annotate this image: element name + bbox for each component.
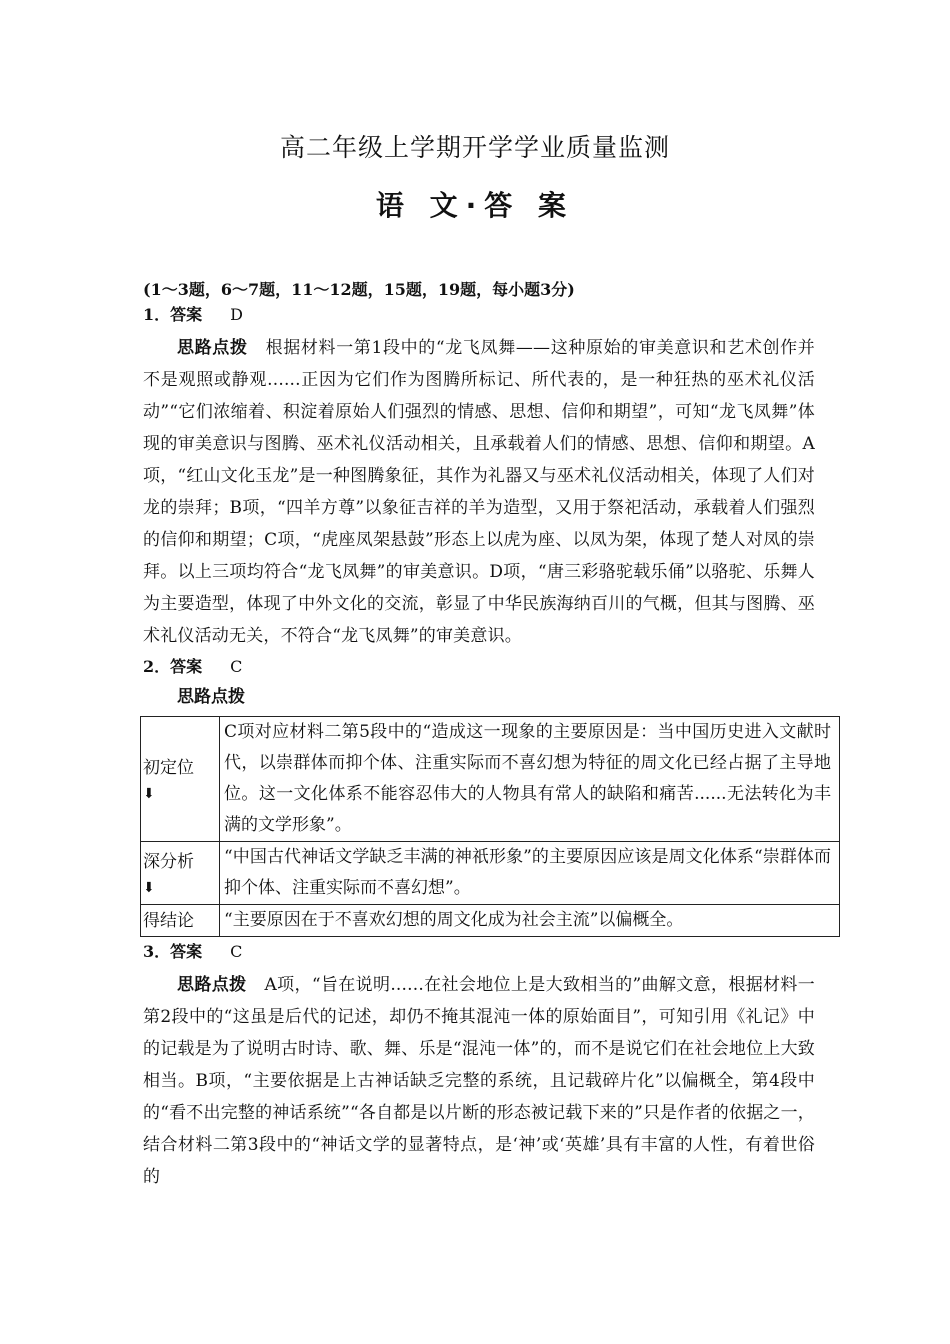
answer-label: 答案 [170, 942, 203, 961]
question-1-answer-line [143, 302, 815, 328]
document-title: 高二年级上学期开学学业质量监测 [279, 133, 670, 162]
answer-label: 答案 [170, 657, 203, 676]
question-2-answer-line [143, 654, 815, 680]
hint-text: 根据材料一第1段中的“龙飞凤舞——这种原始的审美意识和艺术创作并不是观照或静观......正因为它们作为图腾所标记、所代表的，是一种狂热的巫术礼仪活动”“它们浓缩着、积淀着原始人们强烈的情感、思想、信仰和期望”，可知“龙飞凤舞”体现的审美意识与图腾、巫术礼仪活动相关，且承载着人们的情感、思想、信仰和期望。A项，“红山文化玉龙”是一种图腾象征，其作为礼器又与巫术礼仪活动相关，体现了人们对龙的崇拜；B项，“四羊方尊”以象征吉祥的羊为造型，又用于祭祀活动，承载着人们强烈的信仰和期望；C项，“虎座凤架悬鼓”形态上以虎为座、以凤为架，体现了楚人对凤的崇拜。以上三项均符合“龙飞凤舞”的审美意识。D项，“唐三彩骆驼载乐俑”以骆驼、乐舞人为主要造型，体现了中外文化的交流，彰显了中华民族海纳百川的气概，但其与图腾、巫术礼仪活动无关，不符合“龙飞凤舞”的审美意识。 [143, 338, 815, 646]
answer-value: C [230, 942, 243, 961]
row-text: “主要原因在于不喜欢幻想的周文化成为社会主流”以偏概全。 [220, 905, 840, 937]
row-text: C项对应材料二第5段中的“造成这一现象的主要原因是：当中国历史进入文献时代，以崇群体而抑个体、注重实际而不喜幻想为特征的周文化已经占据了主导地位。这一文化体系不能容忍伟大的人物具有常人的缺陷和痛苦......无法转化为丰满的文学形象”。 [220, 717, 840, 842]
row-label-cell [141, 717, 220, 842]
hint-label: 思路点拨 [177, 338, 248, 358]
down-arrow-icon: ⬇ [143, 786, 155, 802]
question-1-hint [143, 332, 815, 652]
answer-value: D [230, 305, 243, 324]
row-label-cell [141, 842, 220, 905]
question-number: 1． [143, 305, 171, 324]
row-text: “中国古代神话文学缺乏丰满的神祇形象”的主要原因应该是周文化体系“崇群体而抑个体、注重实际而不喜幻想”。 [220, 842, 840, 905]
answer-content [143, 278, 831, 1193]
question-number: 3． [143, 942, 171, 961]
scoring-note: (1～3题，6～7题，11～12题，15题，19题，每小题3分) [143, 280, 575, 299]
question-3-hint [143, 969, 815, 1193]
table-row [141, 717, 840, 842]
question-2-analysis-table [140, 716, 840, 937]
hint-text: A项，“旨在说明......在社会地位上是大致相当的”曲解文意，根据材料一第2段中的“这虽是后代的记述，却仍不掩其混沌一体的原始面目”，可知引用《礼记》中的记载是为了说明古时诗、歌、舞、乐是“混沌一体”的，而不是说它们在社会地位上大致相当。B项，“主要依据是上古神话缺乏完整的系统，且记载碎片化”以偏概全，第4段中的“看不出完整的神话系统”“各自都是以片断的形态被记载下来的”只是作者的依据之一，结合材料二第3段中的“神话文学的显著特点，是‘神’或‘英雄’具有丰富的人性，有着世俗的 [143, 975, 815, 1187]
table-row [141, 905, 840, 937]
answer-value: C [230, 657, 243, 676]
down-arrow-icon: ⬇ [143, 880, 155, 896]
answer-label: 答案 [170, 305, 203, 324]
question-3-answer-line [143, 939, 815, 965]
document-subtitle: 语 文·答 案 [375, 189, 575, 222]
row-label: 得结论 [143, 910, 194, 931]
question-2-hint-label: 思路点拨 [177, 687, 245, 707]
row-label: 初定位 [143, 758, 194, 778]
row-label: 深分析 [143, 852, 194, 872]
row-label-cell [141, 905, 220, 937]
table-row [141, 842, 840, 905]
hint-label: 思路点拨 [177, 975, 247, 995]
question-number: 2． [143, 657, 171, 676]
